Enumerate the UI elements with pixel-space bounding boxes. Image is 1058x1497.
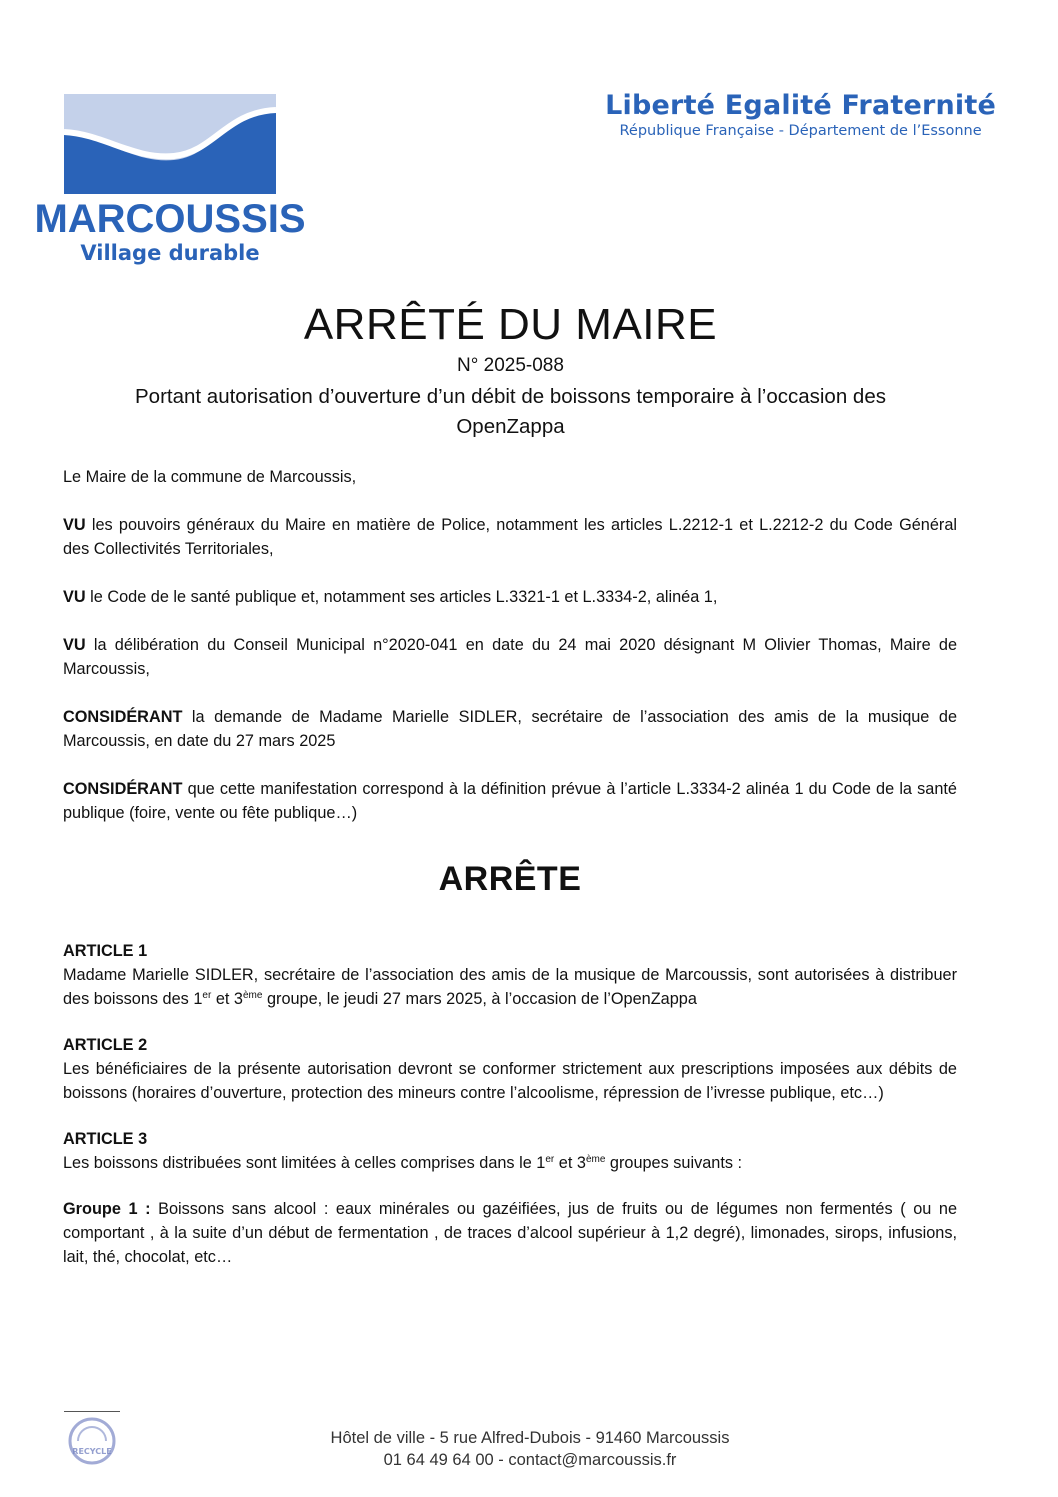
title-block (64, 298, 957, 442)
article-text-part: Les boissons distribuées sont limitées à celles comprises dans le 1 (63, 1154, 546, 1172)
article-1 (63, 939, 957, 1011)
vu-label: VU (63, 516, 86, 534)
article-2 (63, 1033, 957, 1105)
document-subject (64, 382, 957, 442)
document-title: ARRÊTÉ DU MAIRE (303, 300, 718, 349)
article-text (63, 1151, 957, 1175)
article-text: Les bénéficiaires de la présente autorisation devront se conformer strictement aux prescriptions imposées aux débits de boissons (horaires d’ouverture, protection des mineurs contre l’alcoolisme, répression de l’ivresse publique, etc…) (63, 1060, 957, 1102)
groupe-label: Groupe 1 : (63, 1200, 151, 1218)
ordinal-superscript: ème (242, 990, 263, 1001)
decision-heading: ARRÊTE (438, 860, 582, 898)
article-text-part: groupe, le jeudi 27 mars 2025, à l’occasion de l’OpenZappa (262, 990, 697, 1008)
vu-text: le Code de le santé publique et, notamment ses articles L.3321-1 et L.3334-2, alinéa 1, (85, 588, 718, 606)
vu-label: VU (63, 636, 86, 654)
article-title: ARTICLE 1 (63, 942, 148, 960)
considerant-paragraph-2 (63, 777, 957, 825)
ordinal-superscript: er (545, 1154, 555, 1165)
considerant-paragraph-1 (63, 705, 957, 753)
article-text-part: Madame Marielle SIDLER, secrétaire de l’association des amis de la musique de Marcoussis, sont autorisées à distribuer des boissons des 1 (63, 966, 957, 1008)
article-text-part: et 3 (554, 1154, 586, 1172)
article-text (63, 963, 957, 1011)
article-title: ARTICLE 3 (63, 1130, 148, 1148)
groupe-text: Boissons sans alcool : eaux minérales ou gazéifiées, jus de fruits ou de légumes non fermentés ( ou ne comportant , à la suite d’un début de fermentation , de traces d’alcool supérieur à 1,2 degré), limonades, sirops, infusions, lait, thé, chocolat, etc… (63, 1200, 958, 1266)
wave-logo-icon (34, 94, 306, 268)
vu-paragraph-1 (63, 513, 957, 561)
vu-paragraph-3 (63, 633, 957, 681)
footer-divider (64, 1411, 120, 1412)
republic-motto: Liberté Egalité Fraternité (605, 90, 996, 121)
recycle-text: RECYCLE (72, 1447, 112, 1456)
article-text-part: groupes suivants : (605, 1154, 743, 1172)
considerant-text: que cette manifestation correspond à la définition prévue à l’article L.3334-2 alinéa 1 du Code de la santé publique (foire, vente ou fête publique…) (63, 780, 957, 822)
article-3 (63, 1127, 957, 1175)
footer-contact: 01 64 49 64 00 - contact@marcoussis.fr (383, 1451, 677, 1469)
republic-header (605, 90, 996, 139)
vu-text: les pouvoirs généraux du Maire en matière de Police, notamment les articles L.2212-1 et L.2212-2 du Code Général des Collectivités Territoriales, (63, 516, 957, 558)
considerant-label: CONSIDÉRANT (63, 708, 183, 726)
ordinal-superscript: er (202, 990, 212, 1001)
recycle-icon (64, 1416, 120, 1466)
considerant-label: CONSIDÉRANT (63, 780, 183, 798)
preamble-intro: Le Maire de la commune de Marcoussis, (63, 468, 357, 486)
footer (230, 1427, 830, 1471)
vu-paragraph-2 (63, 585, 957, 609)
considerant-text: la demande de Madame Marielle SIDLER, secrétaire de l’association des amis de la musique de Marcoussis, en date du 27 mars 2025 (63, 708, 957, 750)
logo-name: MARCOUSSIS (34, 197, 306, 241)
republic-subtitle: République Française - Département de l’Essonne (619, 123, 982, 139)
subject-line-1: Portant autorisation d’ouverture d’un débit de boissons temporaire à l’occasion des (135, 385, 886, 408)
document-number: N° 2025-088 (457, 355, 564, 376)
groupe-1-paragraph (63, 1197, 957, 1269)
subject-line-2: OpenZappa (456, 415, 565, 438)
article-title: ARTICLE 2 (63, 1036, 148, 1054)
footer-address: Hôtel de ville - 5 rue Alfred-Dubois - 91460 Marcoussis (330, 1429, 730, 1447)
article-text-part: et 3 (211, 990, 243, 1008)
vu-text: la délibération du Conseil Municipal n°2020-041 en date du 24 mai 2020 désignant M Olivier Thomas, Maire de Marcoussis, (63, 636, 957, 678)
document-body (63, 465, 957, 1293)
vu-label: VU (63, 588, 86, 606)
ordinal-superscript: ème (585, 1154, 606, 1165)
logo-tagline: Village durable (80, 241, 260, 265)
marcoussis-logo (34, 94, 306, 268)
